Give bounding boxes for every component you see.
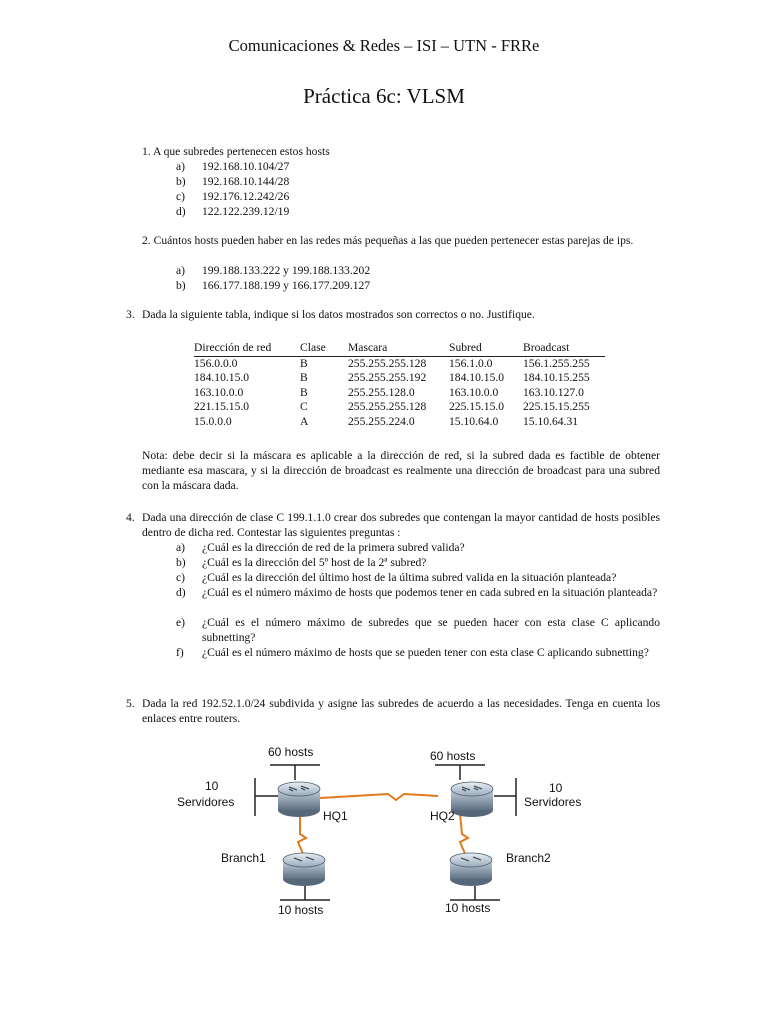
- table-row: [194, 415, 605, 430]
- hq2-servers-count: 10: [549, 781, 563, 795]
- hq2-servers-label: Servidores: [524, 795, 582, 809]
- hq2-hosts-label: 60 hosts: [430, 749, 476, 763]
- table-cell: 156.1.0.0: [449, 356, 493, 370]
- router-hq1: [278, 782, 320, 817]
- table-row: [194, 371, 605, 386]
- table-cell: 163.10.0.0: [194, 385, 244, 399]
- table-cell: 184.10.15.255: [523, 371, 590, 384]
- q4-number: 4.: [126, 511, 135, 524]
- column-header: Dirección de red: [194, 341, 300, 356]
- page-title: Práctica 6c: VLSM: [303, 84, 465, 108]
- hq1-hosts-label: 60 hosts: [268, 745, 314, 759]
- question-4: Dada una dirección de clase C 199.1.1.0 crear dos subredes que contengan la mayor cantidad de hosts posibles dentro de dicha red. Contestar las siguientes preguntas :: [142, 511, 660, 539]
- hq2-label: HQ2: [430, 809, 455, 823]
- table-cell: 163.10.127.0: [523, 385, 584, 399]
- q1-item-b: b) 192.168.10.144/28: [176, 175, 290, 188]
- q4-item-f: f) ¿Cuál es el número máximo de hosts que se pueden tener con esta clase C aplicando subnetting?: [176, 646, 649, 659]
- table-cell: B: [300, 356, 308, 370]
- page-header: Comunicaciones & Redes – ISI – UTN - FRRe: [228, 36, 540, 55]
- branch1-label: Branch1: [221, 851, 266, 865]
- table-cell: 156.0.0.0: [194, 356, 238, 370]
- table-cell: 225.15.15.255: [523, 400, 590, 413]
- table-cell: B: [300, 371, 308, 384]
- table-row: [194, 386, 605, 401]
- table-cell: 184.10.15.0: [449, 371, 505, 384]
- hq1-servers-count: 10: [205, 779, 219, 793]
- q4-item-a: a) ¿Cuál es la dirección de red de la primera subred valida?: [176, 541, 465, 554]
- question-5: Dada la red 192.52.1.0/24 subdivida y asigne las subredes de acuerdo a las necesidades. Tenga en cuenta los enlaces entre routers.: [142, 697, 660, 725]
- q4-item-d: d) ¿Cuál es el número máximo de hosts que podemos tener en cada subred en la situación planteada?: [176, 586, 658, 599]
- table-cell: 156.1.255.255: [523, 356, 590, 370]
- router-hq2: [451, 782, 493, 817]
- table-cell: 15.10.64.31: [523, 414, 579, 428]
- table-cell: 163.10.0.0: [449, 385, 499, 399]
- branch2-hosts-label: 10 hosts: [445, 901, 491, 915]
- table-cell: 15.10.64.0: [449, 414, 499, 428]
- q3-number: 3.: [126, 308, 135, 321]
- router-branch1: [283, 853, 325, 886]
- column-header: Subred: [449, 341, 523, 356]
- q3-data-table: [194, 341, 605, 429]
- wan-links: [298, 794, 468, 856]
- hq1-label: HQ1: [323, 809, 348, 823]
- table-row: [194, 356, 605, 371]
- column-header: Mascara: [348, 341, 449, 356]
- branch2-label: Branch2: [506, 851, 551, 865]
- q1-item-a: a) 192.168.10.104/27: [176, 160, 290, 173]
- network-diagram: [160, 738, 640, 928]
- column-header: Broadcast: [523, 341, 605, 356]
- table-cell: C: [300, 400, 308, 413]
- question-3: Dada la siguiente tabla, indique si los datos mostrados son correctos o no. Justifique.: [142, 308, 535, 321]
- q2-item-a: a) 199.188.133.222 y 199.188.133.202: [176, 264, 371, 277]
- q3-note: Nota: debe decir si la máscara es aplicable a la dirección de red, si la subred dada es factible de obtener mediante esa mascara, y si la dirección de broadcast es realmente una dirección de broadcast para una subred con la máscara dada.: [142, 449, 660, 492]
- q4-item-c: c) ¿Cuál es la dirección del último host de la última subred valida en la situación planteada?: [176, 571, 617, 584]
- branch1-hosts-label: 10 hosts: [278, 903, 324, 917]
- table-cell: A: [300, 414, 309, 428]
- table-cell: 184.10.15.0: [194, 371, 250, 384]
- table-cell: 221.15.15.0: [194, 400, 250, 413]
- hq1-servers-label: Servidores: [177, 795, 235, 809]
- table-cell: 255.255.224.0: [348, 414, 415, 428]
- q4-item-b: b) ¿Cuál es la dirección del 5º host de la 2ª subred?: [176, 556, 427, 569]
- table-header-row: [194, 341, 605, 356]
- question-1: 1. A que subredes pertenecen estos hosts: [142, 145, 330, 158]
- q5-number: 5.: [126, 697, 135, 710]
- table-cell: 255.255.255.192: [348, 371, 427, 384]
- table-cell: 255.255.255.128: [348, 400, 427, 413]
- q4-item-e: e) ¿Cuál es el número máximo de subredes que se pueden hacer con esta clase C aplicando subnetting?: [176, 616, 660, 644]
- q2-item-b: b) 166.177.188.199 y 166.177.209.127: [176, 279, 371, 292]
- table-row: [194, 400, 605, 415]
- router-branch2: [450, 853, 492, 886]
- q1-item-c: c) 192.176.12.242/26: [176, 190, 290, 203]
- table-cell: B: [300, 385, 308, 399]
- q1-item-d: d) 122.122.239.12/19: [176, 205, 290, 218]
- question-2: 2. Cuántos hosts pueden haber en las redes más pequeñas a las que pueden pertenecer estas parejas de ips.: [142, 234, 634, 247]
- table-cell: 15.0.0.0: [194, 414, 232, 428]
- table-cell: 255.255.128.0: [348, 385, 415, 399]
- table-cell: 255.255.255.128: [348, 356, 427, 370]
- table-cell: 225.15.15.0: [449, 400, 505, 413]
- column-header: Clase: [300, 341, 348, 356]
